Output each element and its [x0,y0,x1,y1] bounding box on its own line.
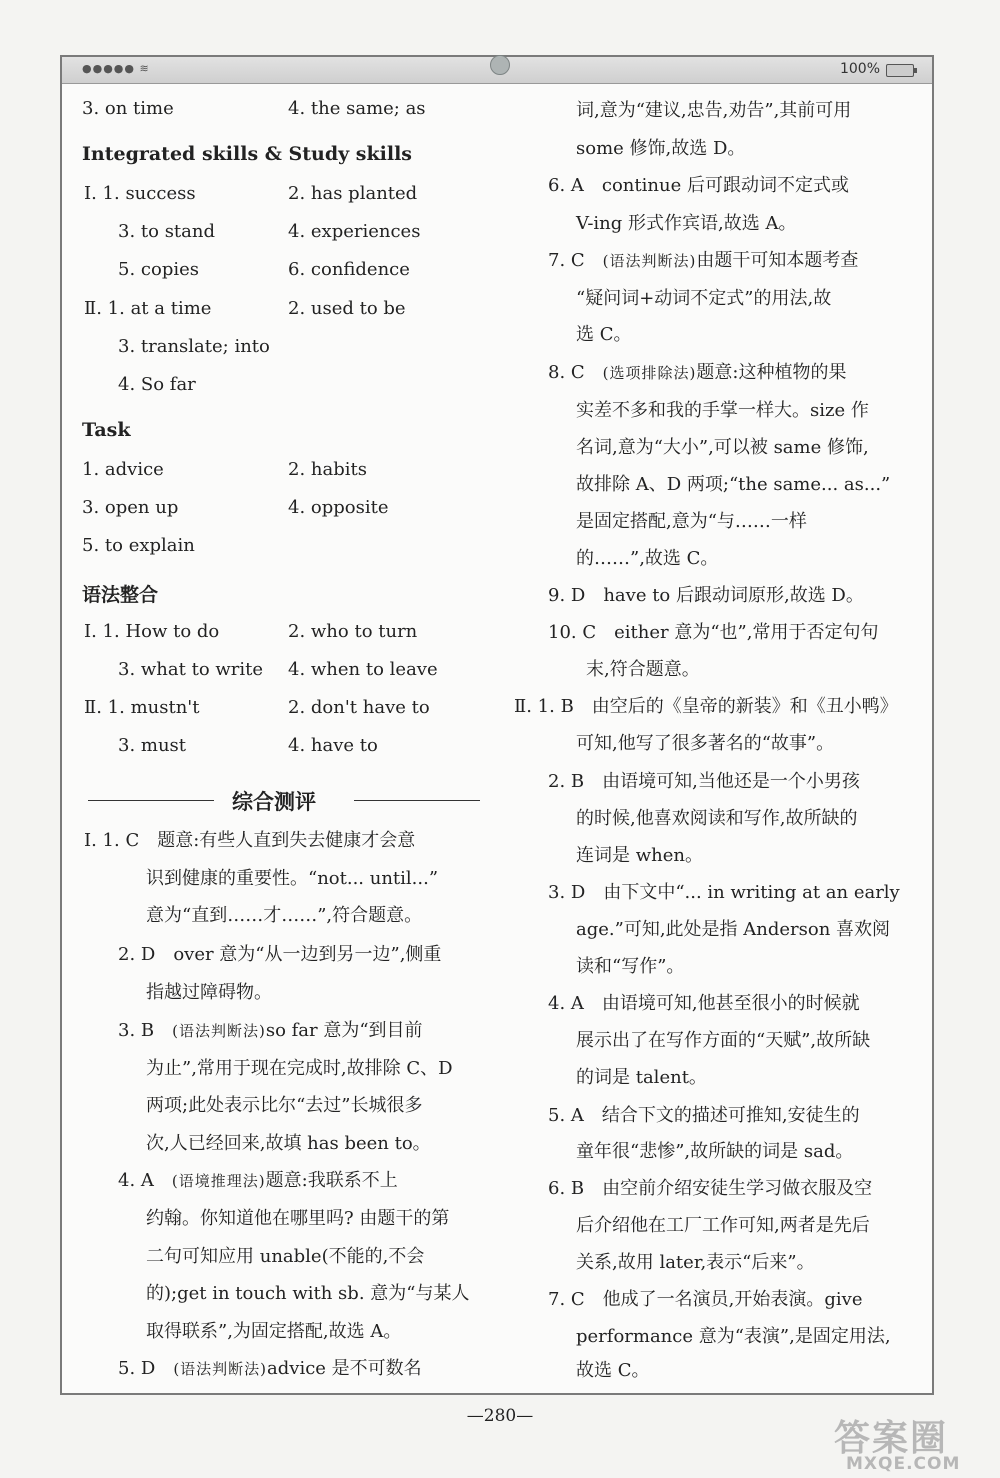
method-label: (选项排除法) [602,364,697,382]
answer-line: 故排除 A、D 两项;“the same... as...” [576,474,891,495]
answer-line: 关系,故用 later,表示“后来”。 [576,1252,815,1273]
list-item: 3. translate; into [118,336,270,357]
answer-line: 10. C either 意为“也”,常用于否定句句 [548,622,879,643]
battery-icon [886,64,914,77]
camera-icon [490,55,510,75]
answer-line: 3. B (语法判断法)so far 意为“到目前 [118,1020,423,1041]
answer-line: Ⅱ. 1. B 由空后的《皇帝的新装》和《丑小鸭》 [514,696,898,717]
answer-line: 的);get in touch with sb. 意为“与某人 [146,1283,470,1304]
answer-line: 5. D (语法判断法)advice 是不可数名 [118,1358,422,1379]
answer-line: 约翰。你知道他在哪里吗? 由题干的第 [146,1208,450,1229]
answer-line: 两项;此处表示比尔“去过”长城很多 [146,1095,423,1116]
section-title-comprehensive: 综合测评 [88,786,480,816]
answer-line: 可知,他写了很多著名的“故事”。 [576,733,835,754]
answer-line: age.”可知,此处是指 Anderson 喜欢阅 [576,919,891,940]
list-item: 4. So far [118,374,196,395]
method-label: (语法判断法) [173,1360,268,1378]
divider [354,800,480,801]
answer-line: 8. C (选项排除法)题意:这种植物的果 [548,362,847,383]
answer-line: 童年很“悲惨”,故所缺的词是 sad。 [576,1141,854,1162]
answer-line: 次,人已经回来,故填 has been to。 [146,1133,431,1154]
battery-percent: 100% [839,61,880,77]
answer-line: 名词,意为“大小”,可以被 same 修饰, [576,437,869,458]
answer-line: 后介绍他在工厂工作可知,两者是先后 [576,1215,870,1236]
section-heading-task: Task [82,419,131,441]
answer-line: 2. B 由语境可知,当他还是一个小男孩 [548,771,860,792]
section-heading-grammar: 语法整合 [82,584,159,606]
answer-line: 2. D over 意为“从一边到另一边”,侧重 [118,944,442,965]
answer-line: 词,意为“建议,忠告,劝告”,其前可用 [576,100,852,121]
answer-line: V-ing 形式作宾语,故选 A。 [576,213,797,234]
answer-line: 3. D 由下文中“... in writing at an early [548,882,900,903]
answer-line: 6. A continue 后可跟动词不定式或 [548,175,849,196]
answer-line: 实差不多和我的手掌一样大。size 作 [576,400,869,421]
answer-line: 5. A 结合下文的描述可推知,安徒生的 [548,1105,860,1126]
answer-line: 4. A (语境推理法)题意:我联系不上 [118,1170,398,1191]
answer-line: 指越过障碍物。 [146,982,272,1003]
watermark-logo: 答案圈 MXQE.COM [834,1418,961,1474]
section-heading-integrated-skills: Integrated skills & Study skills [82,143,412,165]
answer-line: 9. D have to 后跟动词原形,故选 D。 [548,585,864,606]
answer-line: 的时候,他喜欢阅读和写作,故所缺的 [576,808,858,829]
answer-line: 二句可知应用 unable(不能的,不会 [146,1246,425,1267]
answer-line: 选 C。 [576,324,632,345]
answer-line: 连词是 when。 [576,845,703,866]
page-number: —280— [466,1406,534,1426]
divider [88,800,214,801]
method-label: (语法判断法) [172,1022,266,1040]
answer-line: 7. C 他成了一名演员,开始表演。give [548,1289,863,1310]
answer-line: 是固定搭配,意为“与……一样 [576,511,807,532]
answer-line: 意为“直到……才……”,符合题意。 [146,905,423,926]
answer-line: “疑问词+动词不定式”的用法,故 [576,288,832,309]
answer-line: Ⅰ. 1. C 题意:有些人直到失去健康才会意 [84,830,416,851]
answer-line: 的……”,故选 C。 [576,548,719,569]
answer-line: 故选 C。 [576,1360,650,1381]
answer-line: 7. C (语法判断法)由题干可知本题考查 [548,250,859,271]
signal-wifi-icon: ●●●●● ≋ [82,62,150,75]
answer-line: 6. B 由空前介绍安徒生学习做衣服及空 [548,1178,873,1199]
method-label: (语法判断法) [602,252,697,270]
method-label: (语境推理法) [171,1172,266,1190]
answer-line: 识到健康的重要性。“not... until...” [146,868,439,889]
answer-line: 为止”,常用于现在完成时,故排除 C、D [146,1058,453,1079]
answer-line: 读和“写作”。 [576,956,685,977]
list-item: 5. to explain [82,535,195,556]
answer-line: 展示出了在写作方面的“天赋”,故所缺 [576,1030,871,1051]
answer-line: 的词是 talent。 [576,1067,707,1088]
answer-line: some 修饰,故选 D。 [576,138,746,159]
answer-line: performance 意为“表演”,是固定用法, [576,1326,891,1347]
answer-line: 取得联系”,为固定搭配,故选 A。 [146,1321,402,1342]
answer-line: 末,符合题意。 [586,659,700,680]
answer-line: 4. A 由语境可知,他甚至很小的时候就 [548,993,860,1014]
